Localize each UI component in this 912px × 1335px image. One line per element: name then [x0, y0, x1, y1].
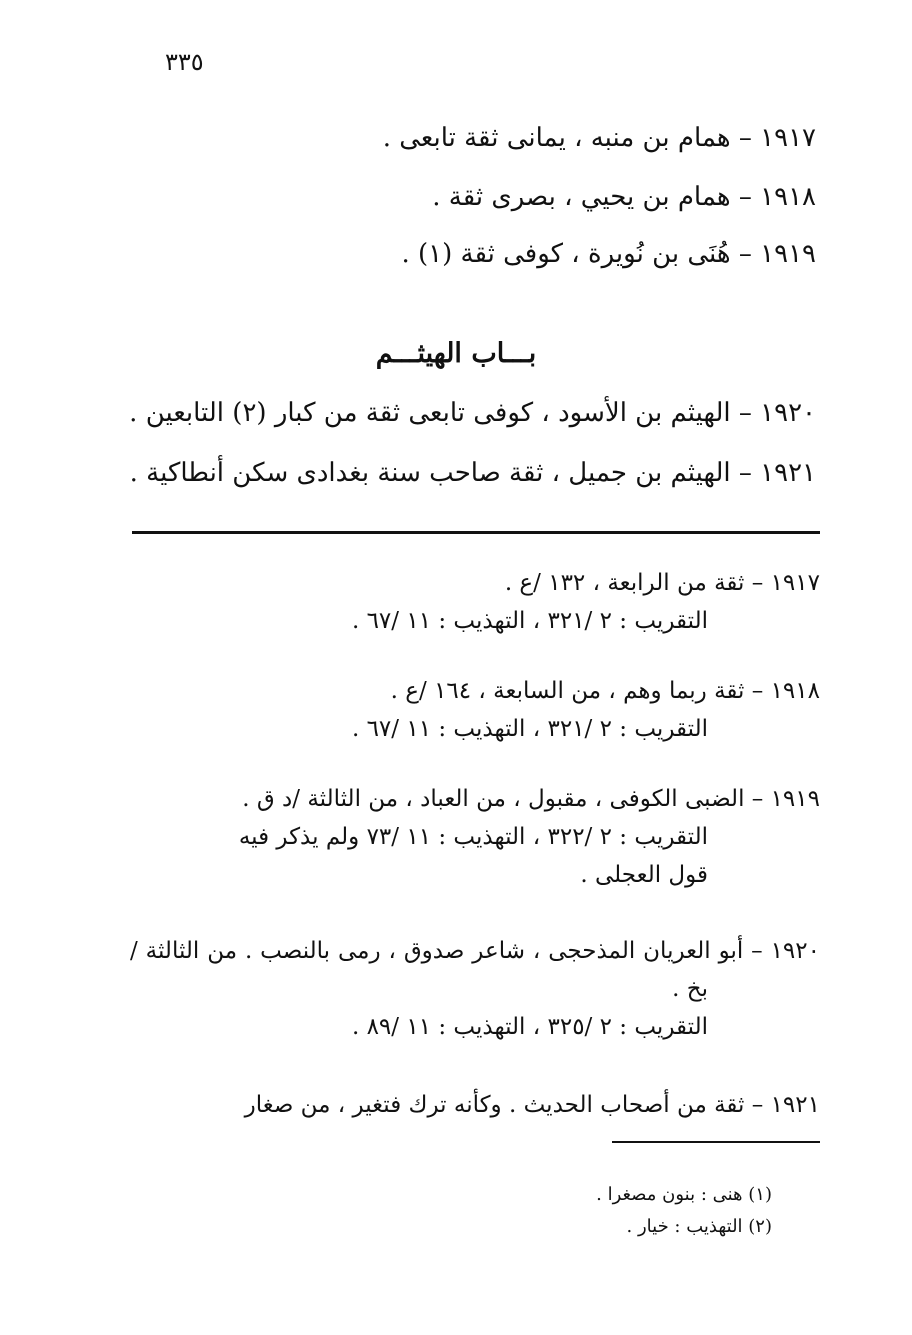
entry-1920: ١٩٢٠ – الهيثم بن الأسود ، كوفى تابعى ثقة من كبار (٢) التابعين . — [129, 398, 816, 428]
entry-1919: ١٩١٩ – هُنَى بن نُويرة ، كوفى ثقة (١) . — [401, 239, 816, 269]
main-divider — [132, 531, 820, 534]
commentary-lead: ١٩٢١ – ثقة من أصحاب الحديث . وكأنه ترك فتغير ، من صغار — [244, 1092, 820, 1118]
commentary-line: التقريب : ٢ /٣٢١ ، التهذيب : ١١ /٦٧ . — [351, 608, 708, 634]
commentary-1918 — [352, 672, 820, 748]
entry-1921: ١٩٢١ – الهيثم بن جميل ، ثقة صاحب سنة بغدادى سكن أنطاكية . — [129, 458, 816, 488]
commentary-1921 — [245, 1086, 820, 1124]
commentary-line: التقريب : ٢ /٣٢٢ ، التهذيب : ١١ /٧٣ ولم يذكر فيه — [238, 824, 708, 850]
commentary-lead: ١٩١٧ – ثقة من الرابعة ، ١٣٢ /ع . — [504, 570, 820, 596]
footnote-divider — [612, 1141, 820, 1143]
commentary-lead: ١٩٢٠ – أبو العريان المذحجى ، شاعر صدوق ، رمى بالنصب . من الثالثة /بخ . — [130, 938, 820, 1002]
commentary-1917 — [352, 564, 820, 640]
entry-1918: ١٩١٨ – همام بن يحيي ، بصرى ثقة . — [432, 182, 816, 212]
commentary-lead: ١٩١٩ – الضبى الكوفى ، مقبول ، من العباد ، من الثالثة /د ق . — [242, 786, 820, 812]
footnote-2: (٢) التهذيب : خيار . — [626, 1216, 772, 1237]
commentary-line: التقريب : ٢ /٣٢٥ ، التهذيب : ١١ /٨٩ . — [351, 1014, 708, 1040]
commentary-1920 — [130, 932, 820, 1046]
entry-1917: ١٩١٧ – همام بن منبه ، يمانى ثقة تابعى . — [382, 123, 816, 153]
page-number: ٣٣٥ — [165, 48, 204, 76]
commentary-line: التقريب : ٢ /٣٢١ ، التهذيب : ١١ /٦٧ . — [351, 716, 708, 742]
commentary-lead: ١٩١٨ – ثقة ربما وهم ، من السابعة ، ١٦٤ /ع . — [390, 678, 820, 704]
section-heading: بـــاب الهيثـــم — [375, 338, 537, 369]
commentary-1919 — [239, 780, 820, 894]
commentary-line: قول العجلى . — [580, 862, 708, 888]
footnote-1: (١) هنى : بنون مصغرا . — [596, 1184, 772, 1205]
